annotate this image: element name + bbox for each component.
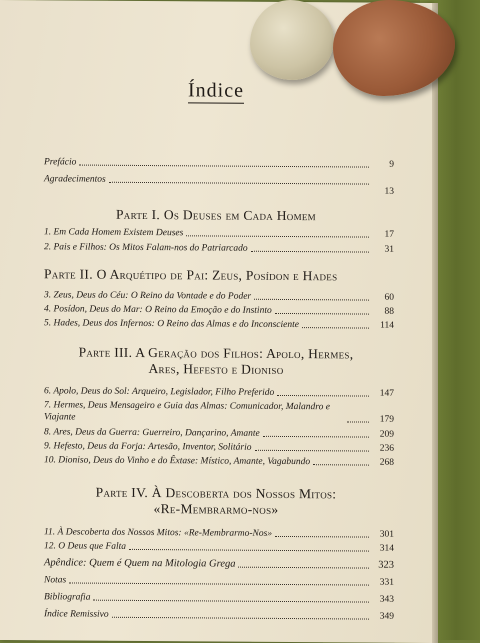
toc-entry-ch8: 8. Ares, Deus da Guerra: Guerreiro, Dançarino, Amante 209 xyxy=(44,427,394,440)
toc-entry-ch12: 12. O Deus que Falta 314 xyxy=(44,541,394,554)
toc-entry-preface: Prefácio 9 xyxy=(44,157,394,170)
toc-entry-ch9: 9. Hefesto, Deus da Forja: Artesão, Inventor, Solitário 236 xyxy=(44,441,394,454)
toc-entry-ch6: 6. Apolo, Deus do Sol: Arqueiro, Legislador, Filho Preferido 147 xyxy=(44,386,394,399)
toc-entry-notes: Notas 331 xyxy=(44,575,394,588)
toc-entry-acknowledgements: Agradecimentos 13 xyxy=(44,174,394,197)
part-heading-1: Parte I. Os Deuses em Cada Homem xyxy=(116,206,316,224)
part-heading-2: Parte II. O Arquétipo de Pai: Zeus, Posídon e Hades xyxy=(44,266,338,284)
beige-pebble xyxy=(250,0,334,80)
toc-entry-bibliography: Bibliografia 343 xyxy=(44,592,394,605)
toc-entry-ch7: 7. Hermes, Deus Mensageiro e Guia das Almas: Comunicador, Malandro e Viajante 179 xyxy=(44,400,394,425)
toc-entry-ch3: 3. Zeus, Deus do Céu: O Reino da Vontade e do Poder 60 xyxy=(44,290,394,303)
toc-entry-ch1: 1. Em Cada Homem Existem Deuses 17 xyxy=(44,227,394,240)
toc-entry-ch11: 11. À Descoberta dos Nossos Mitos: «Re-Membrarmo-Nos» 301 xyxy=(44,527,394,540)
part-heading-4: Parte IV. À Descoberta dos Nossos Mitos: «Re-Membrarmo-nos» xyxy=(95,484,337,517)
toc-entry-index: Índice Remissivo 349 xyxy=(44,609,394,622)
part-heading-3: Parte III. A Geração dos Filhos: Apolo, Hermes, Ares, Hefesto e Dioniso xyxy=(78,344,354,377)
toc-entry-ch5: 5. Hades, Deus dos Infernos: O Reino das Almas e do Inconsciente 114 xyxy=(44,318,394,331)
page-title: Índice xyxy=(188,79,244,102)
toc-entry-ch2: 2. Pais e Filhos: Os Mitos Falam-nos do Patriarcado 31 xyxy=(44,242,394,255)
toc-entry-appendix: Apêndice: Quem é Quem na Mitologia Grega 323 xyxy=(44,557,394,571)
toc-entry-ch4: 4. Posídon, Deus do Mar: O Reino da Emoção e do Instinto 88 xyxy=(44,304,394,317)
toc-entry-ch10: 10. Dioniso, Deus do Vinho e do Êxtase: Místico, Amante, Vagabundo 268 xyxy=(44,455,394,468)
